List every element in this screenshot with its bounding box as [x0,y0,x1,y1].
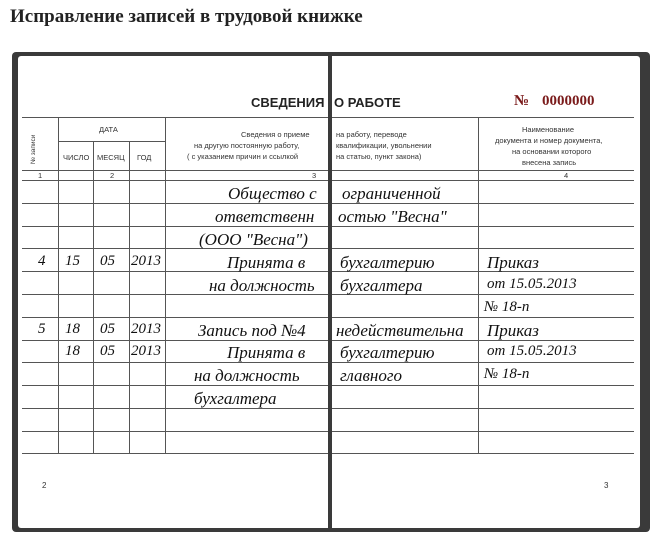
row-line [332,203,634,204]
form-number: 0000000 [542,93,595,109]
col3-header-right-line3: на статью, пункт закона) [336,152,422,161]
entry-org-line2-right: остью "Весна" [338,207,447,226]
col-line [129,141,130,453]
row-line [332,408,634,409]
entry5-number: 5 [38,321,46,337]
col-day-header: ЧИСЛО [63,153,90,162]
header-top-line [332,117,634,118]
header-bottom-line [22,170,328,171]
header-top-line [22,117,328,118]
numbers-row-line [22,180,328,181]
entry6-text-line2: на должность [194,366,300,385]
entry4-month: 05 [100,253,115,269]
col-line [478,117,479,453]
col-line [58,117,59,453]
header-bottom-line [332,170,634,171]
entry6-day: 18 [65,343,80,359]
row-line [332,385,634,386]
entry4-text-line1: Принята в [227,253,306,272]
row-line [22,453,328,454]
form-number-sign: № [514,93,530,109]
col-number-4: 4 [564,171,569,180]
col-number-2: 2 [110,171,115,180]
entry4-doc-line3: № 18-п [484,299,530,315]
entry-org-line3: (ООО "Весна") [199,230,308,249]
col3-header-line1: Сведения о приеме [241,130,310,139]
entry4-doc-line1: Приказ [487,253,539,272]
header-o-rabote: О РАБОТЕ [334,95,401,110]
col4-header-line2: документа и номер документа, [495,136,603,145]
row-line [22,203,328,204]
entry6-doc-line1: от 15.05.2013 [487,343,577,359]
entry5-day: 18 [65,321,80,337]
row-line [22,317,328,318]
entry5-month: 05 [100,321,115,337]
row-line [332,362,634,363]
col-line [165,117,166,453]
entry4-number: 4 [38,253,46,269]
entry4-text-right-line2: бухгалтера [340,276,423,295]
col-year-header: ГОД [137,153,152,162]
entry5-doc-line1: Приказ [487,321,539,340]
page-title: Исправление записей в трудовой книжке [10,6,363,27]
header-svedeniya: СВЕДЕНИЯ [251,95,325,110]
col3-header-right-line1: на работу, переводе [336,130,407,139]
col4-header-line3: на основании которого [512,147,592,156]
entry5-text-right-line1: недействительна [336,321,464,340]
numbers-row-line [332,180,634,181]
row-line [332,340,634,341]
entry-org-line1-right: ограниченной [342,184,441,203]
entry6-year: 2013 [131,343,161,359]
entry5-year: 2013 [131,321,161,337]
row-line [332,431,634,432]
entry4-day: 15 [65,253,80,269]
col-number-3: 3 [312,171,317,180]
row-line [332,248,634,249]
row-line [332,453,634,454]
entry6-text-right-line2: главного [340,366,402,385]
entry6-text-right-line1: бухгалтерию [340,343,435,362]
left-page-number: 2 [42,481,47,490]
row-line [332,226,634,227]
row-line [22,362,328,363]
right-page-number: 3 [604,481,609,490]
date-sub-line [58,141,165,142]
col3-header-right-line2: квалификации, увольнении [336,141,432,150]
col-month-header: МЕСЯЦ [97,153,125,162]
col4-header-line4: внесена запись [522,158,577,167]
row-line [22,226,328,227]
entry-org-line2: ответственн [215,207,315,226]
entry6-text-line1: Принята в [227,343,306,362]
col3-header-line3: ( с указанием причин и ссылкой [187,152,299,161]
row-line [22,408,328,409]
col4-header-line1: Наименование [522,125,574,134]
entry4-year: 2013 [131,253,161,269]
entry6-doc-line2: № 18-п [484,366,530,382]
row-line [22,385,328,386]
entry6-month: 05 [100,343,115,359]
col3-header-line2: на другую постоянную работу, [194,141,300,150]
entry4-text-line2: на должность [209,276,315,295]
entry4-text-right-line1: бухгалтерию [340,253,435,272]
entry5-text-line1: Запись под №4 [198,321,306,340]
row-line [332,317,634,318]
left-page [18,56,328,528]
entry6-text-line3: бухгалтера [194,389,277,408]
entry-org-line1: Общество с [228,184,317,203]
col-line [93,141,94,453]
entry4-doc-line2: от 15.05.2013 [487,276,577,292]
row-line [22,431,328,432]
row-line [22,340,328,341]
col-entry-number-header: № записи [30,134,37,164]
col-date-header: ДАТА [99,125,118,134]
right-page [332,56,640,528]
col-number-1: 1 [38,171,43,180]
